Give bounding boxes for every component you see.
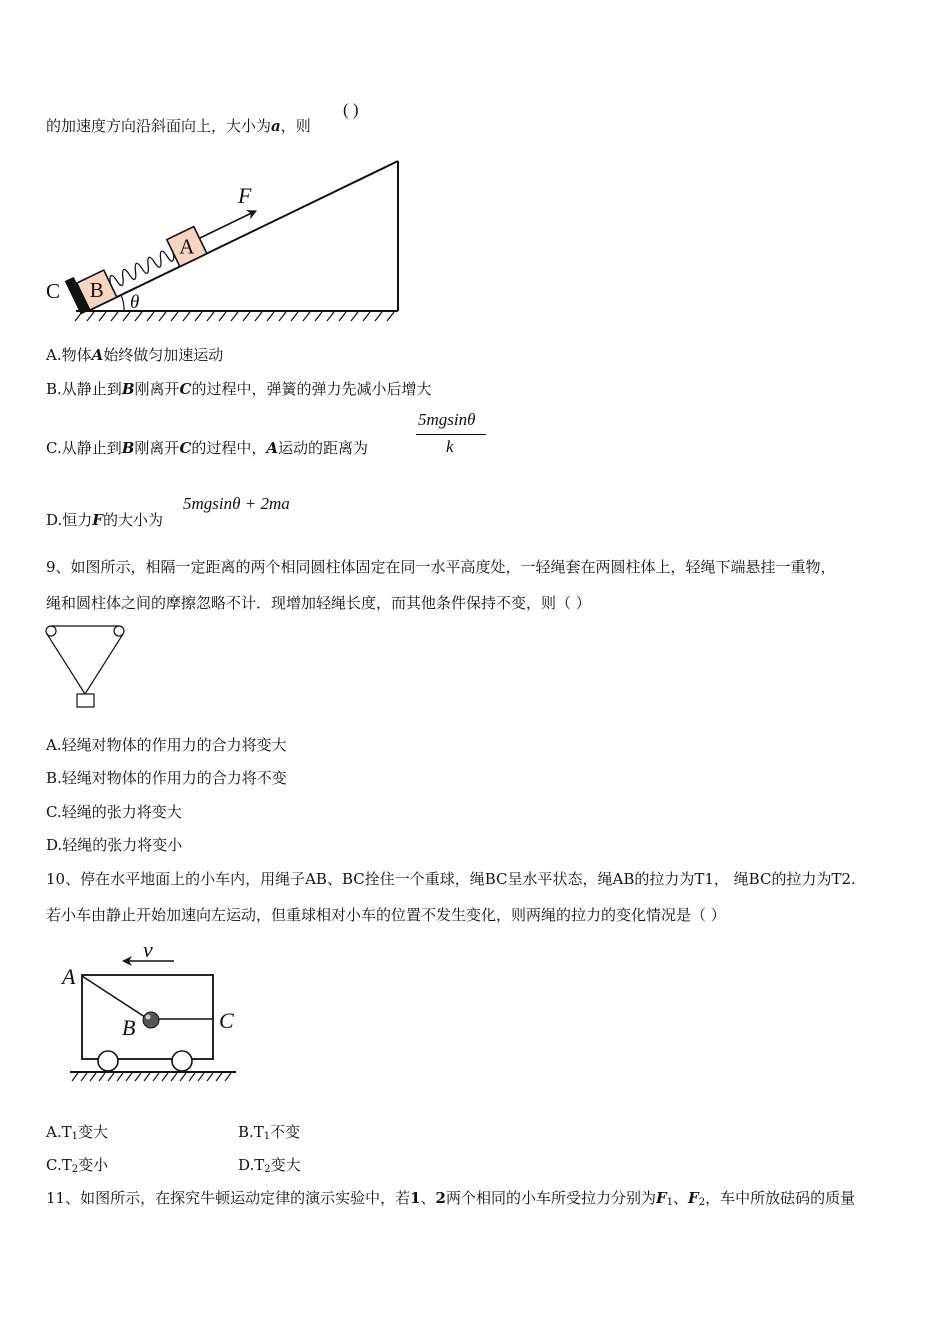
option-prefix: B. xyxy=(46,380,62,398)
option-text: 运动的距离为 xyxy=(278,439,369,457)
option-prefix: D.T xyxy=(238,1156,265,1174)
option-text: 始终做匀加速运动 xyxy=(103,346,224,364)
q11-sub: 1 xyxy=(666,1197,674,1208)
q10-option-d xyxy=(238,1155,301,1180)
q11-sep: 、 xyxy=(673,1189,689,1207)
q9-option-d: D.轻绳的张力将变小 xyxy=(46,836,183,854)
spring-icon xyxy=(107,247,176,290)
q9-cylinders-figure xyxy=(44,624,128,712)
q9-option-a: A.轻绳对物体的作用力的合力将变大 xyxy=(46,736,287,754)
option-prefix: A. xyxy=(46,346,62,364)
fraction-numerator: 5mgsinθ xyxy=(418,410,476,429)
label-b: B xyxy=(122,1015,136,1040)
q8-stem-end: ，则 xyxy=(280,117,311,135)
option-text: 从静止到 xyxy=(61,439,122,457)
option-var: B xyxy=(121,439,135,457)
q9-option-c: C.轻绳的张力将变大 xyxy=(46,803,182,821)
q8-stem-text: 的加速度方向沿斜面向上，大小为 xyxy=(46,117,272,135)
q8-option-b xyxy=(46,379,431,399)
label-v: v xyxy=(143,937,153,962)
option-text: 的大小为 xyxy=(102,511,163,529)
wheel-left xyxy=(98,1051,118,1071)
q11-text: ，车中所放砝码的质量 xyxy=(705,1189,856,1207)
q10-option-c xyxy=(46,1155,108,1180)
label-theta: θ xyxy=(130,292,140,313)
option-text: 刚离开 xyxy=(134,380,180,398)
wheel-right xyxy=(172,1051,192,1071)
option-text: 物体 xyxy=(61,346,92,364)
heavy-ball xyxy=(143,1012,159,1028)
label-f: F xyxy=(238,183,252,208)
label-a: A xyxy=(62,964,76,989)
q9-option-b: B.轻绳对物体的作用力的合力将不变 xyxy=(46,769,287,787)
option-sub: 2 xyxy=(71,1164,79,1175)
q8-incline-figure xyxy=(40,150,410,330)
q8-stem-var: a xyxy=(271,117,281,135)
rope-ab xyxy=(82,976,148,1019)
q8-option-c xyxy=(46,438,368,458)
q10-stem-line1: 10、停在水平地面上的小车内，用绳子AB、BC拴住一个重球，绳BC呈水平状态，绳AB的拉力为T1， 绳BC的拉力为T2. xyxy=(46,870,856,888)
q9-stem-line2: 绳和圆柱体之间的摩擦忽略不计．现增加轻绳长度，而其他条件保持不变，则（ ） xyxy=(46,594,591,612)
option-prefix: A.T xyxy=(46,1123,72,1141)
option-text: 刚离开 xyxy=(134,439,180,457)
option-prefix: C.T xyxy=(46,1156,72,1174)
option-var: A xyxy=(91,346,104,364)
option-sub: 1 xyxy=(71,1131,78,1142)
option-prefix: B.T xyxy=(238,1123,264,1141)
option-text: 不变 xyxy=(270,1123,301,1141)
q8-option-a xyxy=(46,345,223,365)
option-text: 恒力 xyxy=(62,511,93,529)
option-text: 的过程中， xyxy=(191,439,267,457)
q11-stem-line1 xyxy=(46,1188,855,1213)
label-b: B xyxy=(89,278,104,303)
q8-stem xyxy=(46,116,311,136)
option-var: C xyxy=(179,380,192,398)
fraction-bar xyxy=(416,434,486,435)
q9-stem-line1: 9、如图所示，相隔一定距离的两个相同圆柱体固定在同一水平高度处，一轻绳套在两圆柱体上，轻绳下端悬挂一重物， xyxy=(46,558,836,576)
q11-sub: 2 xyxy=(698,1197,706,1208)
option-sub: 1 xyxy=(263,1131,271,1142)
q10-option-b xyxy=(238,1122,300,1147)
option-var: C xyxy=(179,439,192,457)
q11-num: 1 xyxy=(410,1189,421,1207)
option-text: 变大 xyxy=(77,1123,108,1141)
q8-option-d xyxy=(46,510,163,530)
q10-cart-figure xyxy=(56,934,256,1094)
label-a: A xyxy=(179,234,195,259)
option-prefix: D. xyxy=(46,511,63,529)
option-var: F xyxy=(92,511,103,529)
option-text: 从静止到 xyxy=(61,380,122,398)
q11-text: 两个相同的小车所受拉力分别为 xyxy=(445,1189,656,1207)
option-sub: 2 xyxy=(264,1164,271,1175)
weight-box xyxy=(77,694,94,707)
q10-stem-line2: 若小车由静止开始加速向左运动，但重球相对小车的位置不发生变化，则两绳的拉力的变化情况是（ ） xyxy=(46,906,726,924)
theta-arc-icon xyxy=(121,295,124,311)
option-text: 的过程中，弹簧的弹力先减小后增大 xyxy=(191,380,432,398)
label-c: C xyxy=(219,1008,234,1033)
q11-text: 11、如图所示，在探究牛顿运动定律的演示实验中，若 xyxy=(46,1189,411,1207)
force-expression: 5mgsinθ + 2ma xyxy=(183,494,290,513)
q8-answer-paren: ( ) xyxy=(343,100,359,119)
option-var: A xyxy=(266,439,279,457)
q11-var: F xyxy=(656,1189,667,1207)
option-prefix: C. xyxy=(46,439,62,457)
fraction-denominator: k xyxy=(446,437,454,456)
q11-var: F xyxy=(688,1189,699,1207)
q10-option-a xyxy=(46,1122,108,1147)
q11-num: 2 xyxy=(435,1189,446,1207)
label-c: C xyxy=(46,279,61,303)
option-var: B xyxy=(121,380,135,398)
option-text: 变大 xyxy=(270,1156,301,1174)
q11-sep: 、 xyxy=(420,1189,436,1207)
option-text: 变小 xyxy=(78,1156,109,1174)
